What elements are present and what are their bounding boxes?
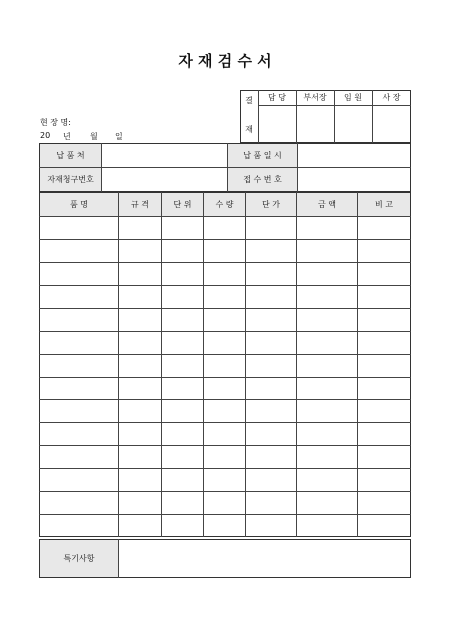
- approval-sign-dept-head[interactable]: [296, 106, 334, 143]
- table-row[interactable]: [40, 423, 410, 445]
- column-header-item-name: 품 명: [40, 193, 118, 216]
- date-day-label: 일: [115, 132, 123, 141]
- supplier-field[interactable]: [102, 144, 227, 167]
- receipt-no-field[interactable]: [298, 168, 410, 191]
- approval-label-bottom: 재: [245, 124, 253, 134]
- approval-role-staff: 담 당: [268, 93, 286, 102]
- table-row[interactable]: [40, 309, 410, 331]
- receipt-no-label: 접 수 번 호: [228, 168, 297, 191]
- approval-sign-staff[interactable]: [258, 106, 296, 143]
- table-row[interactable]: [40, 515, 410, 537]
- table-row[interactable]: [40, 332, 410, 354]
- supplier-label: 납 품 처: [40, 144, 101, 167]
- column-header-unit: 단 위: [162, 193, 203, 216]
- table-row[interactable]: [40, 446, 410, 468]
- table-row[interactable]: [40, 378, 410, 400]
- date-prefix: 20: [40, 131, 51, 140]
- approval-sign-executive[interactable]: [334, 106, 372, 143]
- document-title: 자 재 검 수 서: [178, 52, 272, 70]
- date-year-label: 년: [63, 132, 71, 141]
- delivery-datetime-label: 납 품 일 시: [228, 144, 297, 167]
- approval-sign-president[interactable]: [372, 106, 411, 143]
- column-header-unit-price: 단 가: [246, 193, 296, 216]
- approval-label-top: 결: [245, 95, 253, 105]
- delivery-datetime-field[interactable]: [298, 144, 410, 167]
- table-row[interactable]: [40, 217, 410, 239]
- approval-role-executive: 임 원: [344, 93, 362, 102]
- site-name-label: 현 장 명:: [40, 118, 71, 127]
- column-header-amount: 금 액: [297, 193, 357, 216]
- approval-role-president: 사 장: [382, 93, 401, 102]
- special-remarks-label: 특기사항: [40, 540, 118, 577]
- column-header-remarks: 비 고: [358, 193, 410, 216]
- column-header-quantity: 수 량: [204, 193, 245, 216]
- special-remarks-field[interactable]: [119, 540, 410, 577]
- table-row[interactable]: [40, 355, 410, 377]
- approval-role-dept-head: 부서장: [303, 93, 327, 102]
- table-row[interactable]: [40, 286, 410, 308]
- request-no-label: 자재청구번호: [40, 168, 101, 191]
- table-row[interactable]: [40, 400, 410, 422]
- date-month-label: 월: [90, 132, 98, 141]
- table-row[interactable]: [40, 469, 410, 491]
- table-row[interactable]: [40, 263, 410, 285]
- table-row[interactable]: [40, 240, 410, 262]
- table-row[interactable]: [40, 492, 410, 514]
- request-no-field[interactable]: [102, 168, 227, 191]
- column-header-spec: 규 격: [119, 193, 161, 216]
